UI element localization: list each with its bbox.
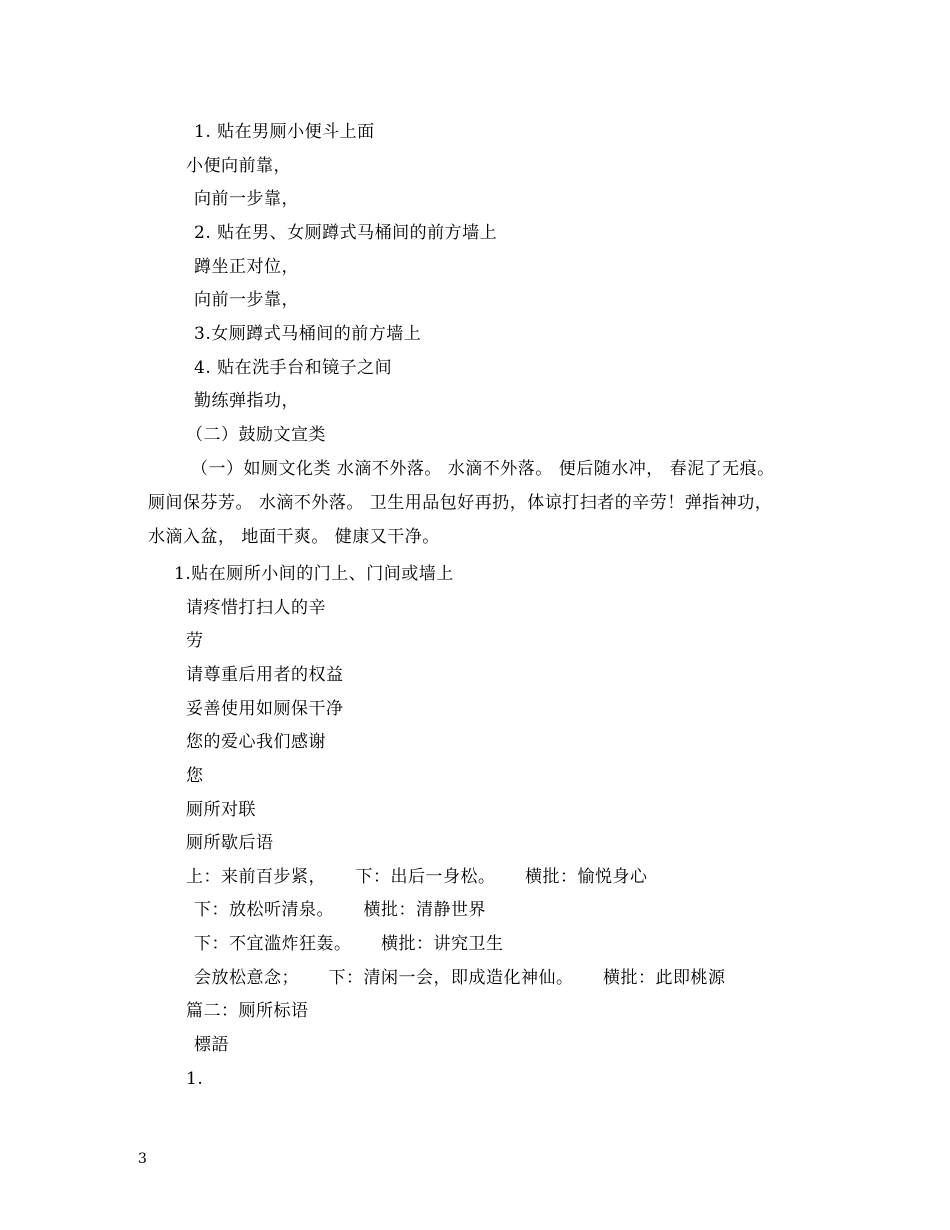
paragraph-line: （一）如厕文化类 水滴不外落。 水滴不外落。 便后随水冲， 春泥了无痕。 (191, 459, 775, 479)
text-line: 蹲坐正对位， (194, 257, 299, 277)
text-line: 向前一步靠， (194, 189, 299, 209)
text-line: 请尊重后用者的权益 (186, 665, 344, 685)
couplet-line: 下：不宜滥炸狂轰。 横批：讲究卫生 (194, 934, 504, 954)
paragraph-line: 水滴入盆， 地面干爽。 健康又干净。 (148, 527, 440, 547)
section-heading: 篇二：厕所标语 (186, 1001, 309, 1021)
text-line: 勤练弹指功， (194, 391, 299, 411)
section-heading: （二）鼓励文宣类 (186, 425, 326, 445)
text-line: 小便向前靠， (186, 156, 291, 176)
couplet-line: 下：放松听清泉。 横批：清静世界 (194, 900, 487, 920)
text-line: 请疼惜打扫人的辛 (186, 598, 326, 618)
text-line: 厕所对联 (186, 800, 256, 820)
text-line: 您 (186, 766, 204, 786)
text-line: 向前一步靠， (194, 290, 299, 310)
text-line: 劳 (186, 631, 204, 651)
couplet-line: 上：来前百步紧， 下：出后一身松。 横批：愉悦身心 (186, 867, 648, 887)
body-paragraph (148, 452, 838, 554)
text-line: 1. (186, 1069, 204, 1089)
text-line: 1. 贴在男厕小便斗上面 (194, 122, 375, 142)
text-line: 您的爱心我们感谢 (186, 732, 326, 752)
text-line: 3.女厕蹲式马桶间的前方墙上 (194, 324, 422, 344)
text-line: 厕所歇后语 (186, 833, 274, 853)
paragraph-line: 厕间保芬芳。 水滴不外落。 卫生用品包好再扔，体谅打扫者的辛劳！弹指神功， (148, 493, 773, 513)
text-line: 妥善使用如厕保干净 (186, 699, 344, 719)
couplet-line: 会放松意念； 下：清闲一会，即成造化神仙。 横批：此即桃源 (194, 968, 726, 988)
text-line: 1.贴在厕所小间的门上、门间或墙上 (174, 564, 454, 584)
text-line: 標語 (194, 1035, 229, 1055)
text-line: 4. 贴在洗手台和镜子之间 (194, 358, 393, 378)
text-line: 2. 贴在男、女厕蹲式马桶间的前方墙上 (194, 223, 498, 243)
page-number: 3 (138, 1151, 147, 1167)
